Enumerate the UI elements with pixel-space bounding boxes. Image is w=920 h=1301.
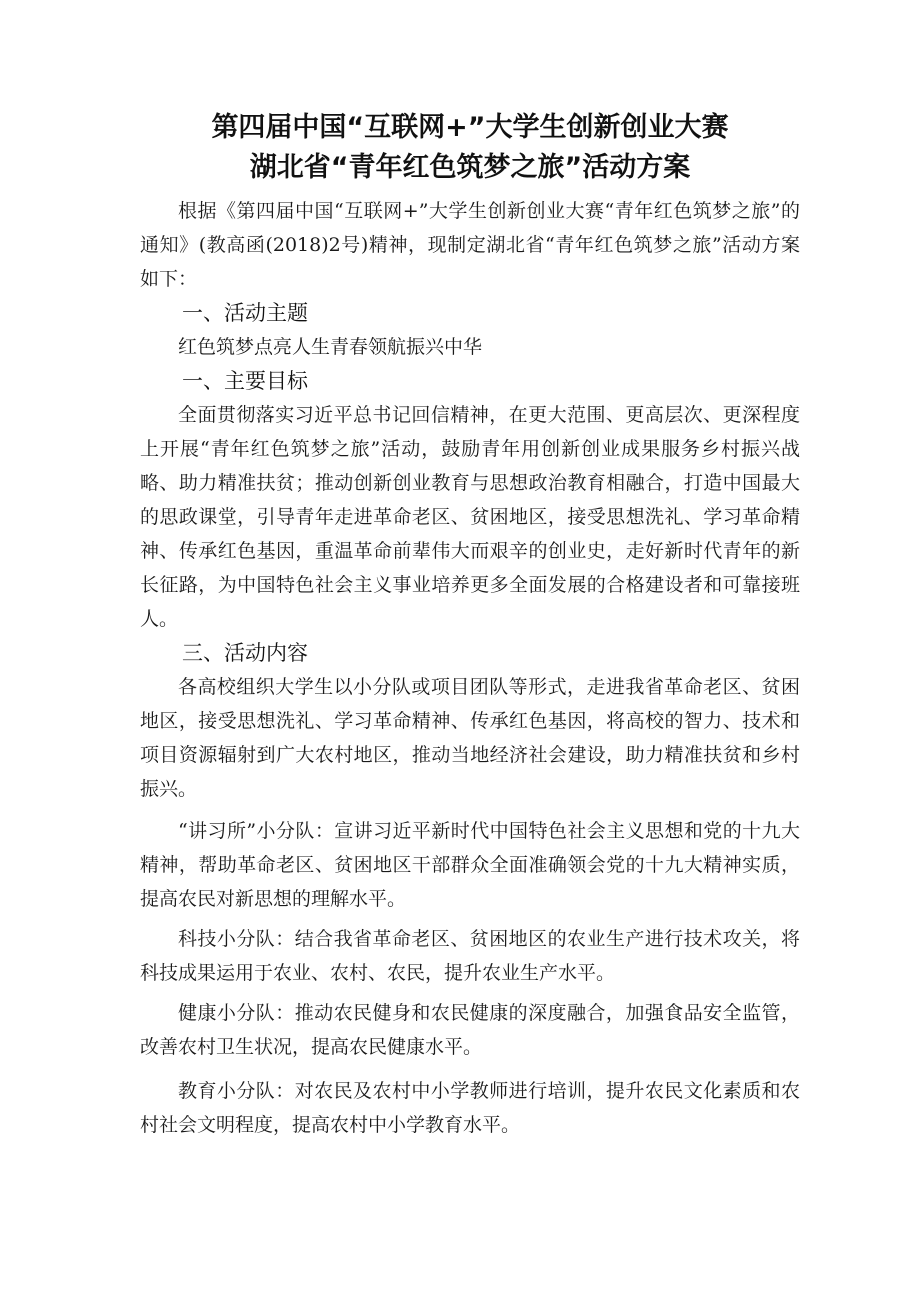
intro-paragraph: 根据《第四届中国“互联网+”大学生创新创业大赛“青年红色筑梦之旅”的通知》(教高函(2018)2号)精神，现制定湖北省“青年红色筑梦之旅”活动方案如下：	[140, 200, 800, 290]
content-paragraph-lecture-team: “讲习所”小分队：宣讲习近平新时代中国特色社会主义思想和党的十九大精神，帮助革命老区、贫困地区干部群众全面准确领会党的十九大精神实质，提高农民对新思想的理解水平。	[140, 820, 800, 910]
content-paragraph-health-team: 健康小分队：推动农民健身和农民健康的深度融合，加强食品安全监管，改善农村卫生状况，提高农民健康水平。	[140, 1002, 800, 1058]
content-paragraph-intro: 各高校组织大学生以小分队或项目团队等形式，走进我省革命老区、贫困地区，接受思想洗礼、学习革命精神、传承红色基因，将高校的智力、技术和项目资源辐射到广大农村地区，推动当地经济社会建设，助力精准扶贫和乡村振兴。	[140, 676, 800, 800]
document-title-line-1: 第四届中国“互联网+”大学生创新创业大赛	[211, 112, 729, 143]
document-title-line-2: 湖北省“青年红色筑梦之旅”活动方案	[249, 152, 691, 183]
section-heading-content: 三、活动内容	[182, 641, 308, 665]
document-title	[140, 108, 800, 188]
goals-paragraph: 全面贯彻落实习近平总书记回信精神，在更大范围、更高层次、更深程度上开展“青年红色筑梦之旅”活动，鼓励青年用创新创业成果服务乡村振兴战略、助力精准扶贫；推动创新创业教育与思想政治教育相融合，打造中国最大的思政课堂，引导青年走进革命老区、贫困地区，接受思想洗礼、学习革命精神、传承红色基因，重温革命前辈伟大而艰辛的创业史，走好新时代青年的新长征路，为中国特色社会主义事业培养更多全面发展的合格建设者和可靠接班人。	[140, 404, 800, 630]
content-paragraph-tech-team: 科技小分队：结合我省革命老区、贫困地区的农业生产进行技术攻关，将科技成果运用于农业、农村、农民，提升农业生产水平。	[140, 928, 800, 984]
document-page	[140, 108, 800, 1142]
section-heading-goals: 一、主要目标	[182, 369, 308, 393]
section-heading-theme: 一、活动主题	[182, 301, 308, 325]
content-paragraph-education-team: 教育小分队：对农民及农村中小学教师进行培训，提升农民文化素质和农村社会文明程度，提高农村中小学教育水平。	[140, 1080, 800, 1136]
theme-paragraph: 红色筑梦点亮人生青春领航振兴中华	[178, 336, 483, 358]
